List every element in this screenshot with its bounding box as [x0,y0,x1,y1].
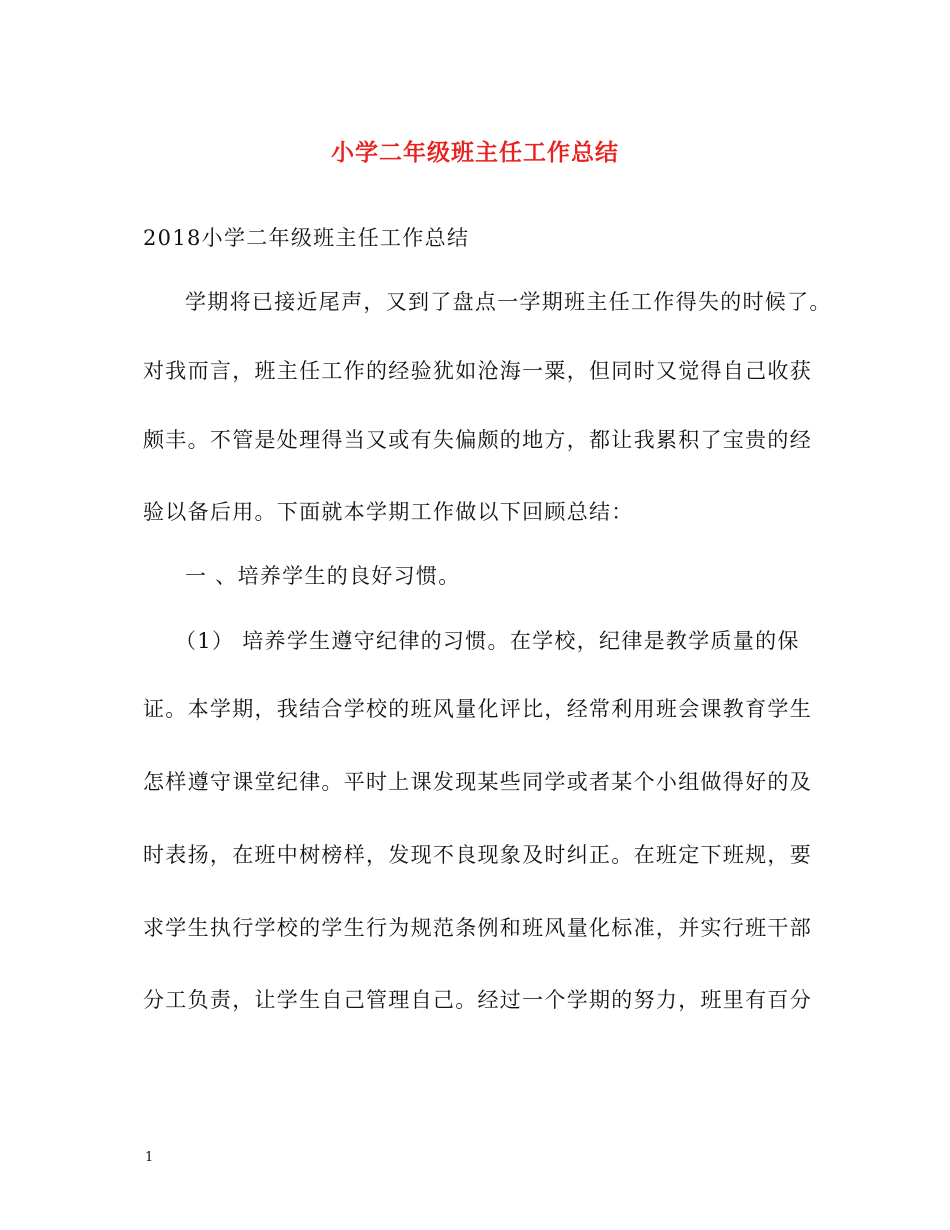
paragraph-line: 学期将已接近尾声，又到了盘点一学期班主任工作得失的时候了。 [185,290,832,314]
section-heading: 一 、培养学生的良好习惯。 [185,564,461,588]
paragraph-line: 颇丰。不管是处理得当又或有失偏颇的地方，都让我累积了宝贵的经 [143,428,812,452]
paragraph-line: 验以备后用。下面就本学期工作做以下回顾总结： [143,500,634,524]
page-number: 1 [145,1150,154,1165]
paragraph-line: 时表扬，在班中树榜样，发现不良现象及时纠正。在班定下班规，要 [143,843,812,867]
paragraph-line: 怎样遵守课堂纪律。平时上课发现某些同学或者某个小组做得好的及 [143,770,812,794]
paragraph-line: 证。本学期，我结合学校的班风量化评比，经常利用班会课教育学生 [143,697,812,721]
paragraph-line: 求学生执行学校的学生行为规范条例和班风量化标准，并实行班干部 [143,916,812,940]
subtitle-line: 2018小学二年级班主任工作总结 [143,226,470,250]
paragraph-line: （1） 培养学生遵守纪律的习惯。在学校，纪律是教学质量的保 [175,629,800,653]
document-title: 小学二年级班主任工作总结 [331,139,619,166]
paragraph-line: 对我而言，班主任工作的经验犹如沧海一粟，但同时又觉得自己收获 [143,359,812,383]
paragraph-line: 分工负责，让学生自己管理自己。经过一个学期的努力，班里有百分 [143,988,812,1012]
